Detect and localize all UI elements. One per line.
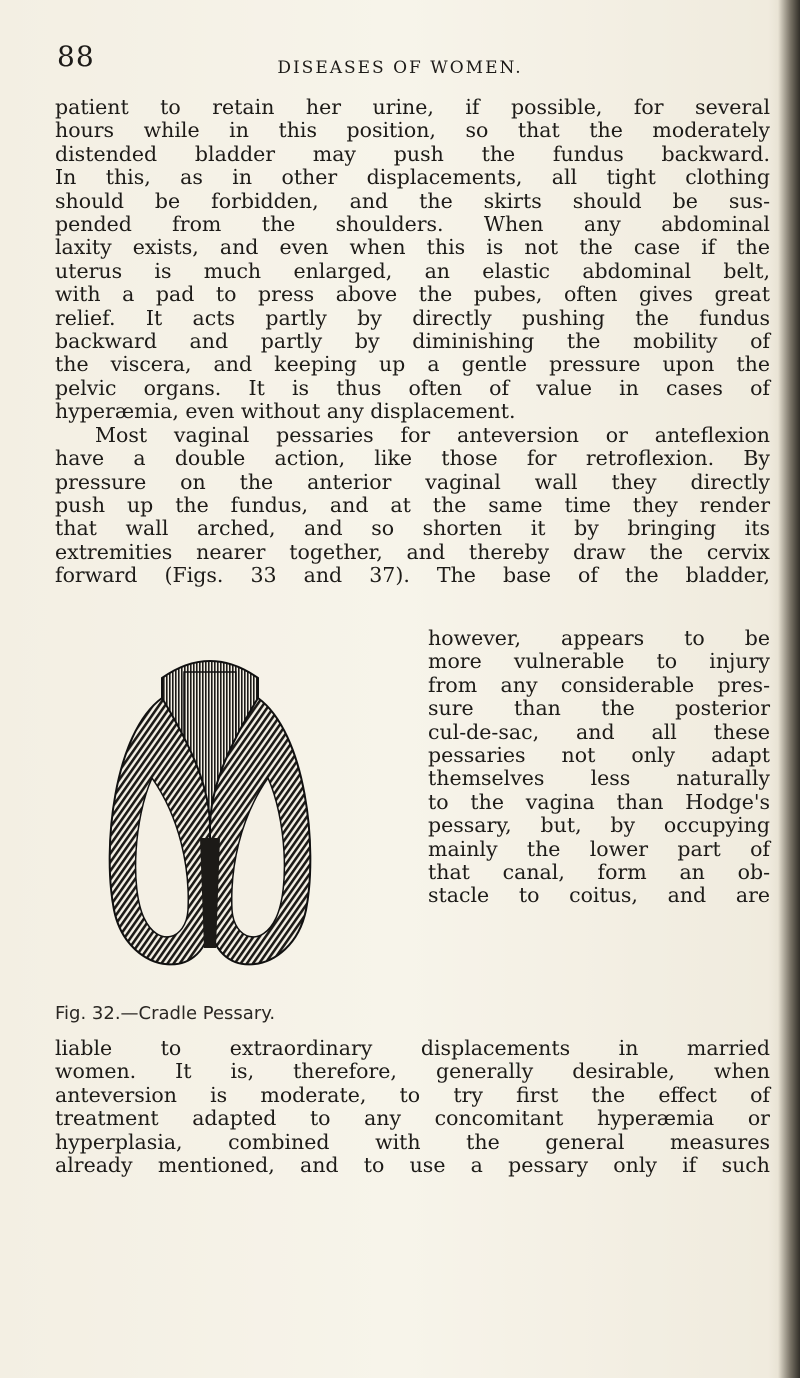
text-line: that wall arched, and so shorten it by bringing its: [55, 516, 770, 541]
text-line: with a pad to press above the pubes, often gives great: [55, 282, 770, 307]
text-line: Most vaginal pessaries for anteversion or anteflexion: [95, 422, 770, 447]
text-line: extremities nearer together, and thereby draw the cervix: [55, 539, 770, 564]
text-line: more vulnerable to injury: [428, 649, 770, 674]
text-line: liable to extraordinary displacements in married: [55, 1036, 770, 1060]
text-line: hyperplasia, combined with the general measures: [55, 1129, 770, 1154]
text-line: cul-de-sac, and all these: [428, 719, 770, 744]
cradle-pessary-illustration-icon: [100, 648, 320, 993]
text-line: push up the fundus, and at the same time they render: [55, 492, 770, 517]
text-line: women. It is, therefore, generally desirable, when: [55, 1059, 770, 1084]
figure-caption: Fig. 32.—Cradle Pessary.: [55, 1003, 276, 1024]
paragraph-block-top: [55, 96, 770, 588]
text-line: uterus is much enlarged, an elastic abdominal belt,: [55, 258, 770, 283]
paragraph-block-bottom: [55, 1037, 770, 1177]
text-line: In this, as in other displacements, all tight clothing: [55, 165, 770, 190]
text-line: distended bladder may push the fundus backward.: [55, 141, 770, 166]
text-line: hours while in this position, so that the moderately: [55, 118, 770, 143]
text-line: forward (Figs. 33 and 37). The base of the bladder,: [55, 563, 770, 588]
text-line: pressure on the anterior vaginal wall they directly: [55, 469, 770, 494]
text-line: laxity exists, and even when this is not the case if the: [55, 235, 770, 260]
text-line: sure than the posterior: [428, 696, 770, 721]
text-line: stacle to coitus, and are: [428, 883, 770, 908]
text-line: pessaries not only adapt: [428, 743, 770, 768]
text-line: patient to retain her urine, if possible, for several: [55, 95, 770, 119]
running-head: DISEASES OF WOMEN.: [277, 58, 523, 78]
text-line: to the vagina than Hodge's: [428, 789, 770, 814]
paragraph-block-right: [428, 627, 770, 908]
cradle-pessary-figure: [100, 648, 320, 993]
page-edge-shadow: [778, 0, 800, 1378]
text-line: that canal, form an ob-: [428, 860, 770, 885]
text-line: anteversion is moderate, to try first the effect of: [55, 1082, 770, 1107]
text-line: themselves less naturally: [428, 766, 770, 791]
text-line: pended from the shoulders. When any abdominal: [55, 212, 770, 237]
text-line: relief. It acts partly by directly pushing the fundus: [55, 305, 770, 330]
text-line: pessary, but, by occupying: [428, 813, 770, 838]
text-line: treatment adapted to any concomitant hyperæmia or: [55, 1106, 770, 1131]
text-line: from any considerable pres-: [428, 672, 770, 697]
text-line: hyperæmia, even without any displacement.: [55, 399, 516, 424]
page-number: 88: [57, 40, 95, 73]
text-line: however, appears to be: [428, 626, 770, 650]
text-line: backward and partly by diminishing the mobility of: [55, 329, 770, 354]
text-line: the viscera, and keeping up a gentle pressure upon the: [55, 352, 770, 377]
text-line: pelvic organs. It is thus often of value in cases of: [55, 375, 770, 400]
text-line: already mentioned, and to use a pessary only if such: [55, 1153, 770, 1178]
text-line: have a double action, like those for retroflexion. By: [55, 446, 770, 471]
text-line: mainly the lower part of: [428, 836, 770, 861]
text-line: should be forbidden, and the skirts should be sus-: [55, 188, 770, 213]
